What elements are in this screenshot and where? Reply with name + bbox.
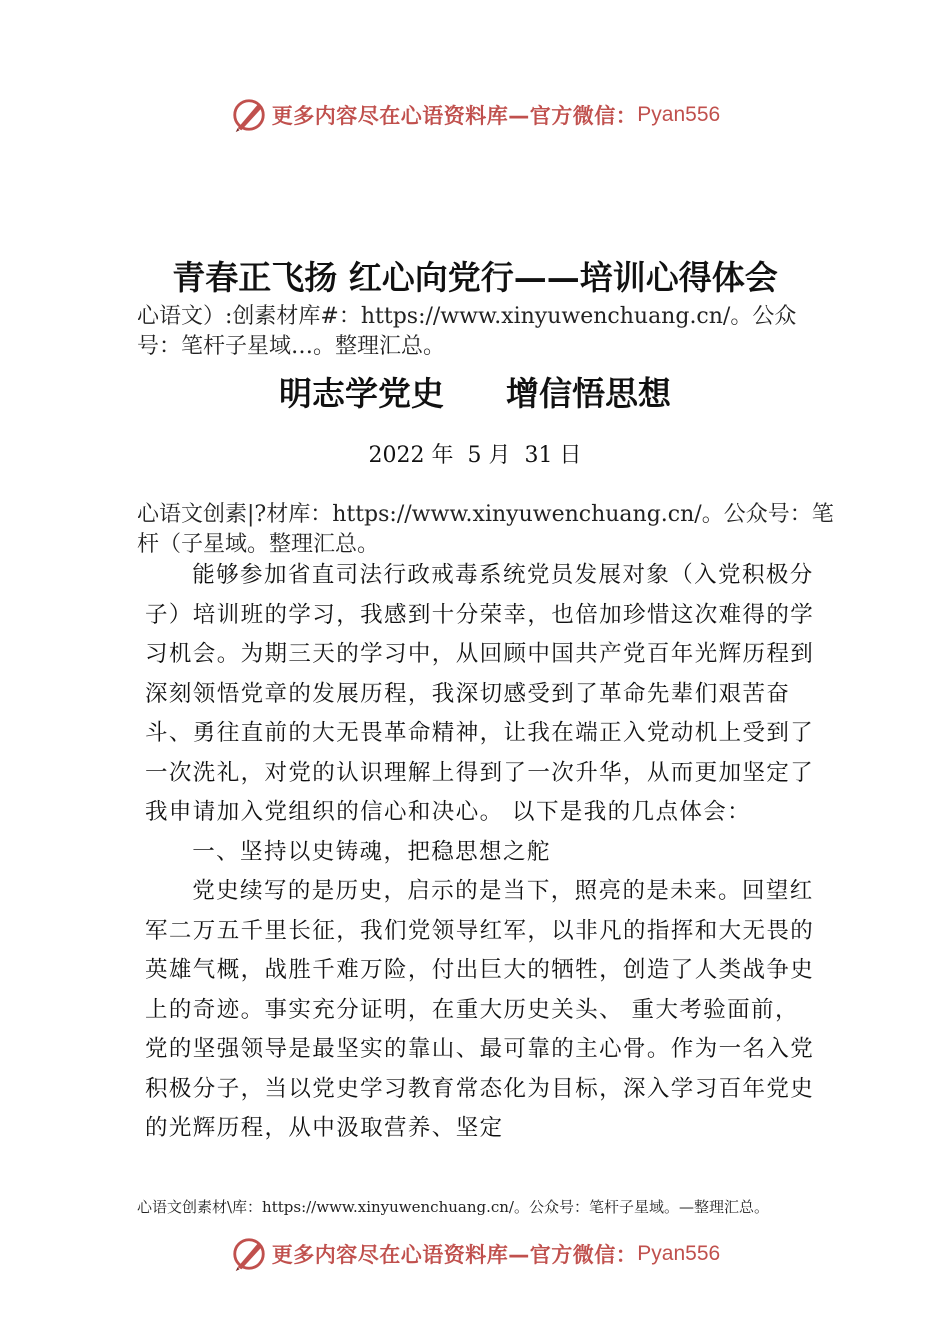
header-banner <box>0 92 950 138</box>
banner-text: 更多内容尽在心语资料库—官方微信： <box>271 104 638 128</box>
section-heading: 一、坚持以史铸魂，把稳思想之舵 <box>192 838 551 865</box>
subtitle-left: 明志学党史 <box>279 374 444 413</box>
footer-banner <box>0 1231 950 1277</box>
watermark-text: 心语文）:创素材库#：https://www.xinyuwenchuang.cn/。公众号：笔杆子星域…。整理汇总。 <box>137 304 797 359</box>
paragraph-intro: 能够参加省直司法行政戒毒系统党员发展对象（入党积极分子）培训班的学习，我感到十分荣幸，也倍加珍惜这次难得的学习机会。为期三天的学习中，从回顾中国共产党百年光辉历程到深刻领悟党章的发展历程，我深切感受到了革命先辈们艰苦奋斗、勇往直前的大无畏革命精神，让我在端正入党动机上受到了一次洗礼，对党的认识理解上得到了一次升华，从而更加坚定了我申请加入党组织的信心和决心。 以下是我的几点体会： <box>145 562 815 825</box>
subtitle <box>0 368 950 415</box>
pen-circle-icon <box>230 96 268 134</box>
banner-wechat-handle: Pyan556 <box>637 1242 721 1265</box>
paragraph-section-1: 党史续写的是历史，启示的是当下，照亮的是未来。回望红军二万五千里长征，我们党领导红军，以非凡的指挥和大无畏的英雄气概，战胜千难万险，付出巨大的牺牲，创造了人类战争史上的奇迹。事实充分证明，在重大历史关头、 重大考验面前，党的坚强领导是最坚实的靠山、最可靠的主心骨。作为一名入党积极分子，当以党史学习教育常态化为目标，深入学习百年党史的光辉历程，从中汲取营养、坚定 <box>145 878 815 1141</box>
document-date: 2022 年 5 月 31 日 <box>368 443 582 468</box>
banner-wechat-handle: Pyan556 <box>637 103 721 126</box>
pen-circle-icon <box>230 1235 268 1273</box>
watermark-text: 心语文创素|?材库：https://www.xinyuwenchuang.cn/。公众号：笔杆（子星域。整理汇总。 <box>137 502 834 557</box>
body-text <box>145 556 817 1149</box>
subtitle-right: 增信悟思想 <box>506 374 671 413</box>
document-title: 青春正飞扬 红心向党行——培训心得体会 <box>172 258 778 297</box>
banner-text: 更多内容尽在心语资料库—官方微信： <box>271 1243 638 1267</box>
footer-watermark: 心语文创素材\库：https://www.xinyuwenchuang.cn/。公众号：笔杆子星域。—整理汇总。 <box>137 1198 769 1216</box>
